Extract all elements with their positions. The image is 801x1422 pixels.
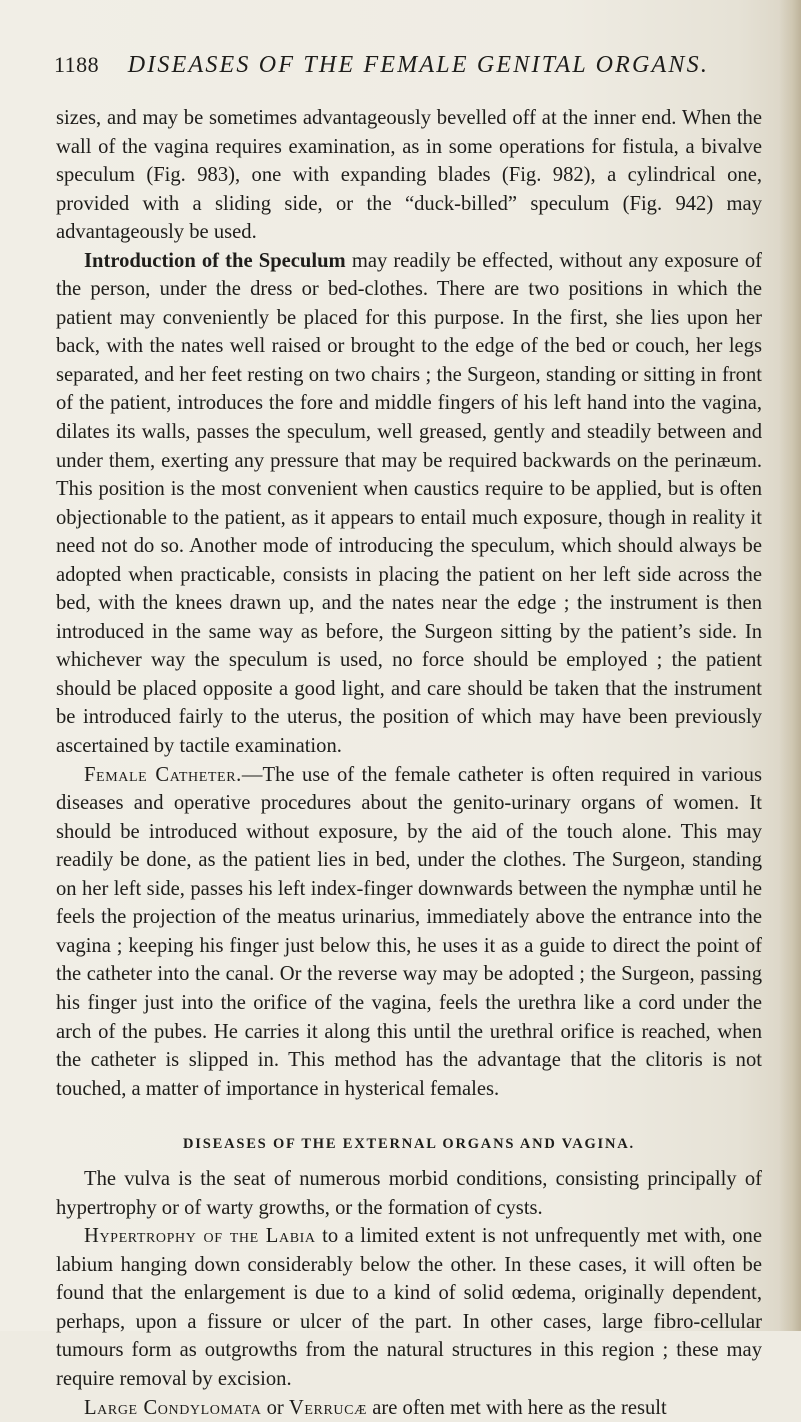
paragraph-text: to a limited extent is not unfrequently met with, one labium hanging down considerably below the other. In these cases, it will often be found that the enlargement is due to a kind of solid œdema, originally dependent, perhaps, upon a fissure or ulcer of the part. In other cases, large fibro-cellular tumours form as outgrowths from the natural structures in this region ; these may require removal by excision. bbox=[56, 1225, 762, 1390]
paragraph-speculum-sizes bbox=[56, 104, 762, 247]
paragraph-text: may readily be effected, without any exposure of the person, under the dress or bed-clothes. There are two positions in which the patient may conveniently be placed for this purpose. In the first, she lies upon her back, with the nates well raised or brought to the edge of the bed or couch, her legs separated, and her feet resting on two chairs ; the Surgeon, standing or sitting in front of the patient, introduces the fore and middle fingers of his left hand into the vagina, dilates its walls, passes the speculum, well greased, gently and steadily between and under them, exerting any pressure that may be required backwards on the perinæum. This position is the most convenient when caustics require to be applied, but is often objectionable to the patient, as it appears to entail much exposure, though in reality it need not do so. Another mode of introducing the speculum, which should always be adopted when practicable, consists in placing the patient on her left side across the bed, with the knees drawn up, and the nates near the edge ; the instrument is then introduced in the same way as before, the Surgeon sitting by the patient’s side. In whichever way the speculum is used, no force should be employed ; the patient should be placed opposite a good light, and care should be taken that the instrument be introduced fairly to the uterus, the position of which may have been previously ascertained by tactile examination. bbox=[56, 249, 762, 758]
running-title: DISEASES OF THE FEMALE GENITAL ORGANS. bbox=[127, 52, 710, 78]
paragraph-lead-secondary: Verrucæ bbox=[288, 1396, 368, 1419]
paragraph-vulva bbox=[56, 1165, 762, 1222]
paragraph-lead: Introduction of the Speculum bbox=[84, 249, 346, 272]
paragraph-lead: Female Catheter. bbox=[84, 763, 242, 786]
page-edge-shadow bbox=[779, 0, 801, 1331]
paragraph-lead: Hypertrophy of the Labia bbox=[84, 1225, 316, 1248]
page-body bbox=[56, 104, 762, 1422]
paragraph-text: are often met with here as the result bbox=[367, 1396, 667, 1419]
paragraph-connector: or bbox=[261, 1396, 289, 1419]
paragraph-hypertrophy-labia bbox=[56, 1222, 762, 1393]
paragraph-text: sizes, and may be sometimes advantageously bevelled off at the inner end. When the wall of the vagina requires examination, as in some operations for fistula, a bivalve speculum (Fig. 983), one with expanding blades (Fig. 982), a cylindrical one, provided with a sliding side, or the “duck-billed” speculum (Fig. 942) may advantageously be used. bbox=[56, 107, 762, 244]
paragraph-lead: Large Condylomata bbox=[84, 1396, 262, 1419]
page-number: 1188 bbox=[54, 52, 100, 77]
running-header bbox=[54, 52, 754, 92]
paragraph-text: —The use of the female catheter is often required in various diseases and operative procedures about the genito-urinary organs of women. It should be introduced without exposure, by the aid of the touch alone. This may readily be done, as the patient lies in bed, under the clothes. The Surgeon, standing on her left side, passes his left index-finger downwards between the nymphæ until he feels the projection of the meatus urinarius, immediately above the entrance into the vagina ; keeping his finger just below this, he uses it as a guide to direct the point of the catheter into the canal. Or the reverse way may be adopted ; the Surgeon, passing his finger just into the orifice of the vagina, feels the urethra like a cord under the arch of the pubes. He carries it along this until the urethral orifice is reached, when the catheter is slipped in. This method has the advantage that the clitoris is not touched, a matter of importance in hysterical females. bbox=[56, 763, 762, 1100]
paragraph-female-catheter bbox=[56, 761, 762, 1104]
section-heading: DISEASES OF THE EXTERNAL ORGANS AND VAGINA. bbox=[183, 1136, 635, 1153]
paragraph-introduction-speculum bbox=[56, 247, 762, 761]
paragraph-condylomata bbox=[56, 1394, 762, 1422]
paragraph-text: The vulva is the seat of numerous morbid conditions, consisting principally of hypertrophy or of warty growths, or the formation of cysts. bbox=[56, 1168, 762, 1219]
